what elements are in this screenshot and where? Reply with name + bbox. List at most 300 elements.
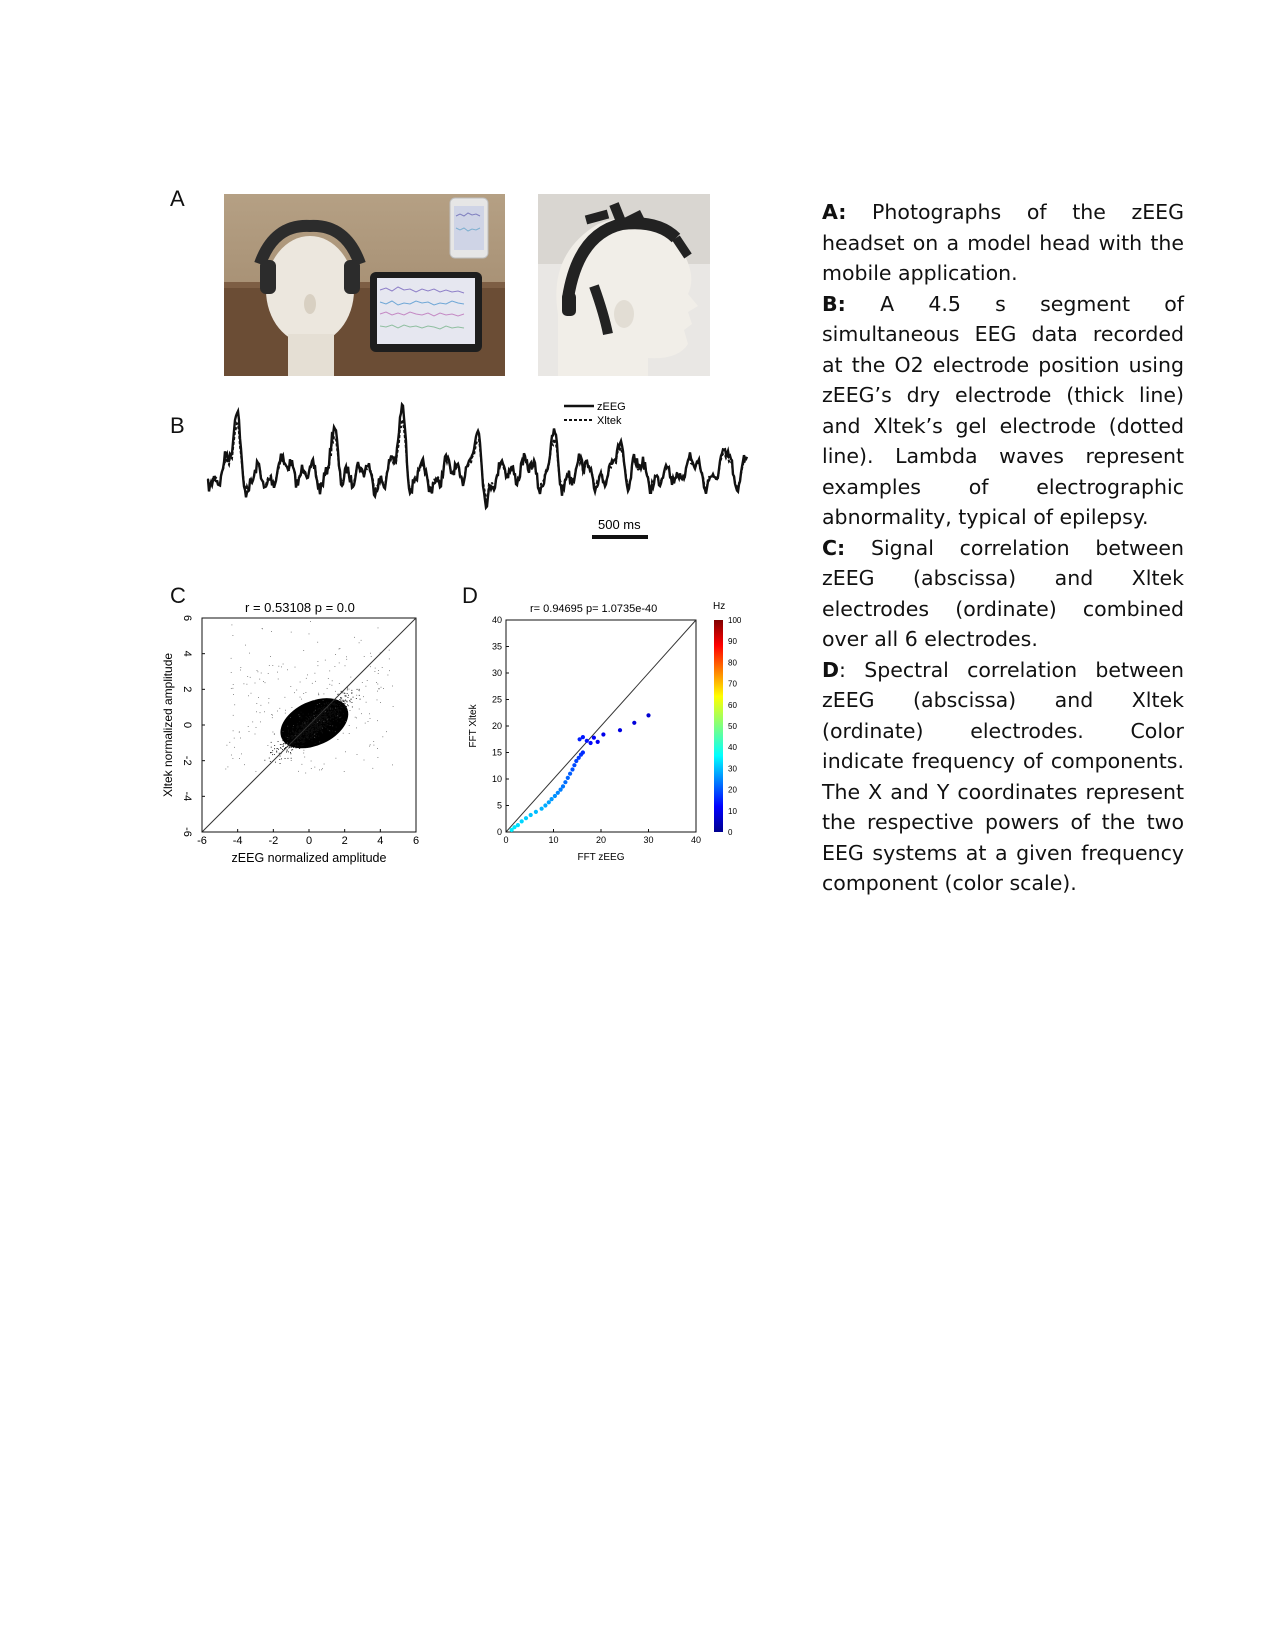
chart-c-point — [317, 725, 318, 726]
chart-c-point — [315, 727, 316, 728]
chart-c-point — [329, 671, 330, 672]
chart-c-point — [340, 722, 341, 723]
chart-c-point — [321, 731, 322, 732]
scalebar-label: 500 ms — [598, 517, 641, 532]
chart-c-point — [377, 684, 378, 685]
chart-c-point — [308, 735, 309, 736]
chart-c-point — [327, 688, 328, 689]
chart-c-point — [256, 703, 257, 704]
chart-c-point — [280, 744, 281, 745]
chart-c-point — [377, 691, 378, 692]
colorbar-tick-label: 10 — [728, 806, 737, 816]
chart-c-point — [300, 725, 301, 726]
chart-c-point — [306, 732, 307, 733]
chart-c-point — [288, 748, 289, 749]
chart-c-point — [308, 721, 309, 722]
chart-c-point — [311, 717, 312, 718]
chart-c-point — [361, 640, 362, 641]
chart-c-point — [302, 722, 303, 723]
chart-c-point — [310, 732, 311, 733]
chart-c-point — [303, 650, 304, 651]
chart-c-xlabel: zEEG normalized amplitude — [231, 851, 387, 865]
chart-c-point — [339, 683, 340, 684]
chart-c-point — [360, 699, 361, 700]
chart-c-point — [327, 720, 328, 721]
chart-c-point — [233, 684, 234, 685]
chart-c-point — [287, 737, 288, 738]
chart-c-point — [340, 699, 341, 700]
chart-c-point — [314, 700, 315, 701]
chart-c-point — [239, 732, 240, 733]
eeg-trace-chart — [200, 395, 780, 545]
chart-c-point — [377, 700, 378, 701]
chart-c-point — [299, 721, 300, 722]
chart-c-point — [361, 713, 362, 714]
chart-c-point — [240, 670, 241, 671]
chart-c-point — [258, 671, 259, 672]
chart-c-point — [303, 728, 304, 729]
chart-c-point — [345, 703, 346, 704]
chart-c-point — [321, 720, 322, 721]
chart-c-point — [338, 710, 339, 711]
chart-c-point — [332, 709, 333, 710]
chart-c-point — [269, 698, 270, 699]
chart-c-point — [328, 678, 329, 679]
series-zeeg — [208, 405, 747, 508]
chart-c-point — [370, 744, 371, 745]
chart-c-point — [338, 716, 339, 717]
chart-c-point — [359, 642, 360, 643]
chart-c-point — [255, 683, 256, 684]
chart-c-point — [356, 698, 357, 699]
chart-c-xtick-label: 2 — [341, 835, 348, 847]
chart-c-point — [329, 712, 330, 713]
chart-c-point — [357, 754, 358, 755]
chart-c-point — [350, 710, 351, 711]
chart-c-point — [322, 716, 323, 717]
chart-c-point — [332, 680, 333, 681]
chart-c-point — [341, 691, 342, 692]
chart-c-point — [327, 729, 328, 730]
chart-c-point — [274, 748, 275, 749]
chart-d-xlabel: FFT zEEG — [577, 852, 625, 863]
chart-c-point — [322, 708, 323, 709]
chart-c-point — [332, 731, 333, 732]
chart-c-point — [316, 719, 317, 720]
chart-c-point — [296, 748, 297, 749]
chart-d-xtick-label: 30 — [643, 835, 654, 845]
chart-c-point — [329, 730, 330, 731]
chart-c-point — [340, 700, 341, 701]
chart-c-point — [334, 710, 335, 711]
chart-c-point — [292, 735, 293, 736]
chart-c-point — [291, 737, 292, 738]
chart-c-point — [337, 718, 338, 719]
chart-c-point — [286, 737, 287, 738]
caption-d-text: : Spectral correlation between zEEG (abscissa) and Xltek (ordinate) electrodes. Color indicate frequency of components. The X and Y coordinates represent the respective powers of the two EEG systems at a given frequency component (color scale). — [822, 657, 1184, 895]
chart-c-point — [339, 663, 340, 664]
chart-c-point — [282, 749, 283, 750]
chart-c-point — [262, 628, 263, 629]
chart-c-point — [233, 635, 234, 636]
chart-c-point — [341, 698, 342, 699]
chart-d-point — [572, 763, 576, 767]
chart-c-point — [327, 716, 328, 717]
chart-c-point — [378, 673, 379, 674]
chart-c-point — [327, 704, 328, 705]
chart-c-point — [305, 724, 306, 725]
chart-c-point — [319, 703, 320, 704]
chart-c-point — [373, 741, 374, 742]
chart-c-point — [317, 724, 318, 725]
chart-c-point — [303, 734, 304, 735]
chart-c-point — [317, 714, 318, 715]
chart-c-point — [313, 730, 314, 731]
chart-c-point — [378, 628, 379, 629]
chart-c-point — [290, 745, 291, 746]
chart-c-point — [314, 725, 315, 726]
chart-c-point — [335, 712, 336, 713]
chart-c-ytick-label: 0 — [181, 721, 193, 729]
chart-c-point — [318, 694, 319, 695]
chart-c-point — [256, 771, 257, 772]
chart-c-point — [315, 743, 316, 744]
chart-c-point — [317, 704, 318, 705]
chart-c-point — [231, 658, 232, 659]
chart-d-point — [618, 728, 622, 732]
chart-c-point — [318, 661, 319, 662]
chart-c-point — [346, 701, 347, 702]
chart-c-point — [356, 695, 357, 696]
chart-c-point — [225, 769, 226, 770]
chart-c-point — [283, 743, 284, 744]
chart-c-point — [247, 676, 248, 677]
chart-c-point — [303, 753, 304, 754]
chart-c-point — [307, 734, 308, 735]
chart-c-point — [303, 693, 304, 694]
chart-c-point — [299, 748, 300, 749]
chart-c-point — [260, 722, 261, 723]
chart-c-point — [260, 712, 261, 713]
chart-c-point — [333, 712, 334, 713]
chart-c-point — [310, 717, 311, 718]
chart-c-point — [322, 719, 323, 720]
chart-c-point — [323, 707, 324, 708]
chart-c-point — [314, 767, 315, 768]
chart-c-point — [364, 656, 365, 657]
chart-c-point — [314, 711, 315, 712]
chart-c-point — [304, 738, 305, 739]
chart-c-point — [277, 672, 278, 673]
chart-c-xtick-label: 6 — [412, 835, 420, 847]
chart-d-point — [534, 810, 538, 814]
caption-d — [822, 655, 1184, 899]
caption-d-key: D — [822, 657, 840, 682]
chart-c-point — [311, 734, 312, 735]
chart-d-point — [540, 807, 544, 811]
chart-c-point — [311, 731, 312, 732]
chart-c-point — [327, 718, 328, 719]
chart-c-ytick-label: 6 — [181, 614, 193, 622]
chart-d-point — [585, 739, 589, 743]
chart-c-point — [294, 733, 295, 734]
chart-c-point — [309, 733, 310, 734]
chart-c-point — [337, 714, 338, 715]
chart-d-point — [646, 713, 650, 717]
chart-c-ylabel: Xltek normalized amplitude — [161, 652, 175, 798]
chart-c-point — [307, 720, 308, 721]
chart-c-point — [290, 686, 291, 687]
chart-c-point — [339, 710, 340, 711]
chart-c-ytick-label: -6 — [181, 827, 193, 837]
chart-c-point — [320, 722, 321, 723]
chart-c-reference-line — [202, 618, 416, 832]
chart-c-point — [306, 729, 307, 730]
chart-c-point — [349, 700, 350, 701]
chart-d-ytick-label: 30 — [491, 668, 502, 678]
chart-c-point — [393, 706, 394, 707]
chart-c-point — [285, 758, 286, 759]
chart-c-point — [332, 685, 333, 686]
chart-c-point — [282, 734, 283, 735]
chart-c-point — [304, 727, 305, 728]
chart-c-xtick-label: -4 — [232, 835, 243, 847]
chart-d-point — [550, 797, 554, 801]
chart-c-point — [374, 745, 375, 746]
chart-c-point — [335, 716, 336, 717]
chart-c-point — [351, 699, 352, 700]
chart-c-ytick-label: -2 — [181, 755, 193, 766]
chart-c-point — [330, 715, 331, 716]
chart-c-point — [288, 735, 289, 736]
chart-c-point — [315, 734, 316, 735]
chart-c-point — [353, 697, 354, 698]
chart-c-point — [250, 677, 251, 678]
chart-c-point — [271, 631, 272, 632]
chart-c-point — [325, 721, 326, 722]
chart-c-point — [265, 682, 266, 683]
chart-c-point — [303, 723, 304, 724]
chart-c-point — [333, 715, 334, 716]
chart-c-point — [316, 726, 317, 727]
chart-c-point — [296, 690, 297, 691]
chart-c-point — [318, 727, 319, 728]
chart-c-point — [321, 726, 322, 727]
chart-c-point — [303, 726, 304, 727]
chart-c-point — [345, 721, 346, 722]
chart-c-point — [325, 713, 326, 714]
chart-c-point — [289, 738, 290, 739]
chart-c-point — [311, 729, 312, 730]
chart-c-point — [333, 720, 334, 721]
chart-c-point — [322, 768, 323, 769]
scatter-chart-d — [462, 596, 762, 871]
chart-c-point — [285, 743, 286, 744]
chart-c-point — [298, 733, 299, 734]
chart-d-stats: r= 0.94695 p= 1.0735e-40 — [530, 603, 658, 615]
chart-c-point — [357, 689, 358, 690]
chart-c-point — [335, 654, 336, 655]
chart-c-point — [261, 673, 262, 674]
chart-c-point — [311, 761, 312, 762]
chart-c-point — [272, 717, 273, 718]
chart-d-point — [566, 776, 570, 780]
chart-c-point — [306, 737, 307, 738]
chart-c-point — [310, 727, 311, 728]
chart-c-point — [293, 744, 294, 745]
chart-d-ytick-label: 35 — [491, 641, 502, 652]
chart-c-point — [324, 722, 325, 723]
chart-c-point — [322, 713, 323, 714]
chart-c-point — [301, 712, 302, 713]
chart-c-point — [310, 737, 311, 738]
chart-c-point — [252, 722, 253, 723]
chart-c-point — [272, 750, 273, 751]
chart-c-point — [329, 706, 330, 707]
chart-c-point — [336, 727, 337, 728]
chart-c-point — [308, 728, 309, 729]
chart-c-ytick-label: 4 — [181, 650, 193, 657]
chart-c-point — [270, 761, 271, 762]
chart-c-point — [280, 763, 281, 764]
chart-d-point — [568, 772, 572, 776]
chart-c-point — [318, 708, 319, 709]
chart-c-point — [307, 717, 308, 718]
chart-c-point — [363, 696, 364, 697]
chart-c-point — [318, 736, 319, 737]
chart-c-point — [331, 711, 332, 712]
chart-c-point — [339, 701, 340, 702]
chart-c-point — [336, 701, 337, 702]
chart-c-point — [229, 742, 230, 743]
chart-c-point — [279, 759, 280, 760]
chart-c-xtick-label: -2 — [268, 835, 279, 847]
chart-c-point — [345, 695, 346, 696]
caption-b-key: B: — [822, 291, 846, 316]
chart-c-point — [272, 754, 273, 755]
chart-c-point — [292, 730, 293, 731]
chart-c-point — [303, 714, 304, 715]
chart-c-point — [305, 722, 306, 723]
chart-c-point — [307, 675, 308, 676]
chart-d-point — [516, 823, 520, 827]
chart-c-point — [350, 701, 351, 702]
chart-c-point — [279, 753, 280, 754]
chart-c-point — [359, 709, 360, 710]
chart-c-point — [314, 734, 315, 735]
chart-c-point — [240, 667, 241, 668]
chart-c-point — [332, 708, 333, 709]
chart-c-point — [379, 688, 380, 689]
chart-c-point — [281, 748, 282, 749]
colorbar-tick-label: 0 — [728, 828, 733, 837]
chart-c-point — [308, 729, 309, 730]
chart-c-point — [306, 678, 307, 679]
chart-c-point — [278, 749, 279, 750]
colorbar-tick-label: 90 — [728, 637, 737, 647]
colorbar-tick-label: 70 — [728, 679, 737, 689]
chart-c-point — [298, 737, 299, 738]
chart-c-point — [305, 773, 306, 774]
chart-c-point — [288, 758, 289, 759]
chart-c-point — [322, 714, 323, 715]
chart-c-point — [227, 745, 228, 746]
chart-d-ytick-label: 40 — [491, 615, 502, 625]
chart-c-point — [288, 732, 289, 733]
chart-c-point — [330, 723, 331, 724]
chart-c-point — [313, 722, 314, 723]
chart-c-point — [354, 637, 355, 638]
chart-c-point — [319, 712, 320, 713]
chart-c-point — [292, 727, 293, 728]
chart-c-point — [300, 739, 301, 740]
chart-c-point — [383, 688, 384, 689]
chart-c-point — [386, 731, 387, 732]
chart-c-point — [344, 693, 345, 694]
chart-c-ytick-label: 2 — [181, 686, 193, 693]
chart-c-point — [291, 746, 292, 747]
chart-c-point — [356, 728, 357, 729]
chart-c-point — [305, 730, 306, 731]
chart-c-point — [271, 714, 272, 715]
chart-c-point — [329, 715, 330, 716]
chart-c-point — [319, 727, 320, 728]
chart-c-point — [316, 735, 317, 736]
chart-c-point — [305, 736, 306, 737]
chart-c-point — [359, 695, 360, 696]
chart-c-point — [321, 727, 322, 728]
chart-c-point — [282, 740, 283, 741]
chart-c-point — [335, 711, 336, 712]
chart-c-point — [318, 717, 319, 718]
chart-c-point — [317, 728, 318, 729]
chart-c-point — [328, 711, 329, 712]
chart-c-point — [326, 714, 327, 715]
chart-c-point — [318, 728, 319, 729]
chart-c-point — [278, 679, 279, 680]
chart-c-point — [256, 727, 257, 728]
chart-c-point — [319, 742, 320, 743]
chart-c-point — [300, 682, 301, 683]
chart-c-point — [297, 738, 298, 739]
chart-c-point — [317, 725, 318, 726]
chart-c-point — [332, 704, 333, 705]
chart-c-point — [336, 758, 337, 759]
chart-c-point — [318, 665, 319, 666]
chart-c-point — [318, 718, 319, 719]
chart-c-point — [304, 723, 305, 724]
chart-c-point — [309, 719, 310, 720]
chart-c-point — [293, 737, 294, 738]
chart-c-point — [381, 687, 382, 688]
chart-c-point — [303, 745, 304, 746]
chart-c-point — [317, 727, 318, 728]
chart-c-point — [326, 710, 327, 711]
scatter-chart-c — [160, 596, 430, 871]
chart-c-point — [376, 682, 377, 683]
chart-c-point — [321, 721, 322, 722]
chart-c-point — [315, 673, 316, 674]
chart-c-point — [281, 667, 282, 668]
chart-c-point — [335, 719, 336, 720]
chart-c-point — [320, 709, 321, 710]
chart-c-point — [301, 745, 302, 746]
chart-c-point — [303, 724, 304, 725]
chart-c-point — [328, 719, 329, 720]
chart-c-xtick-label: 4 — [377, 835, 384, 847]
chart-c-point — [314, 723, 315, 724]
chart-c-point — [326, 702, 327, 703]
